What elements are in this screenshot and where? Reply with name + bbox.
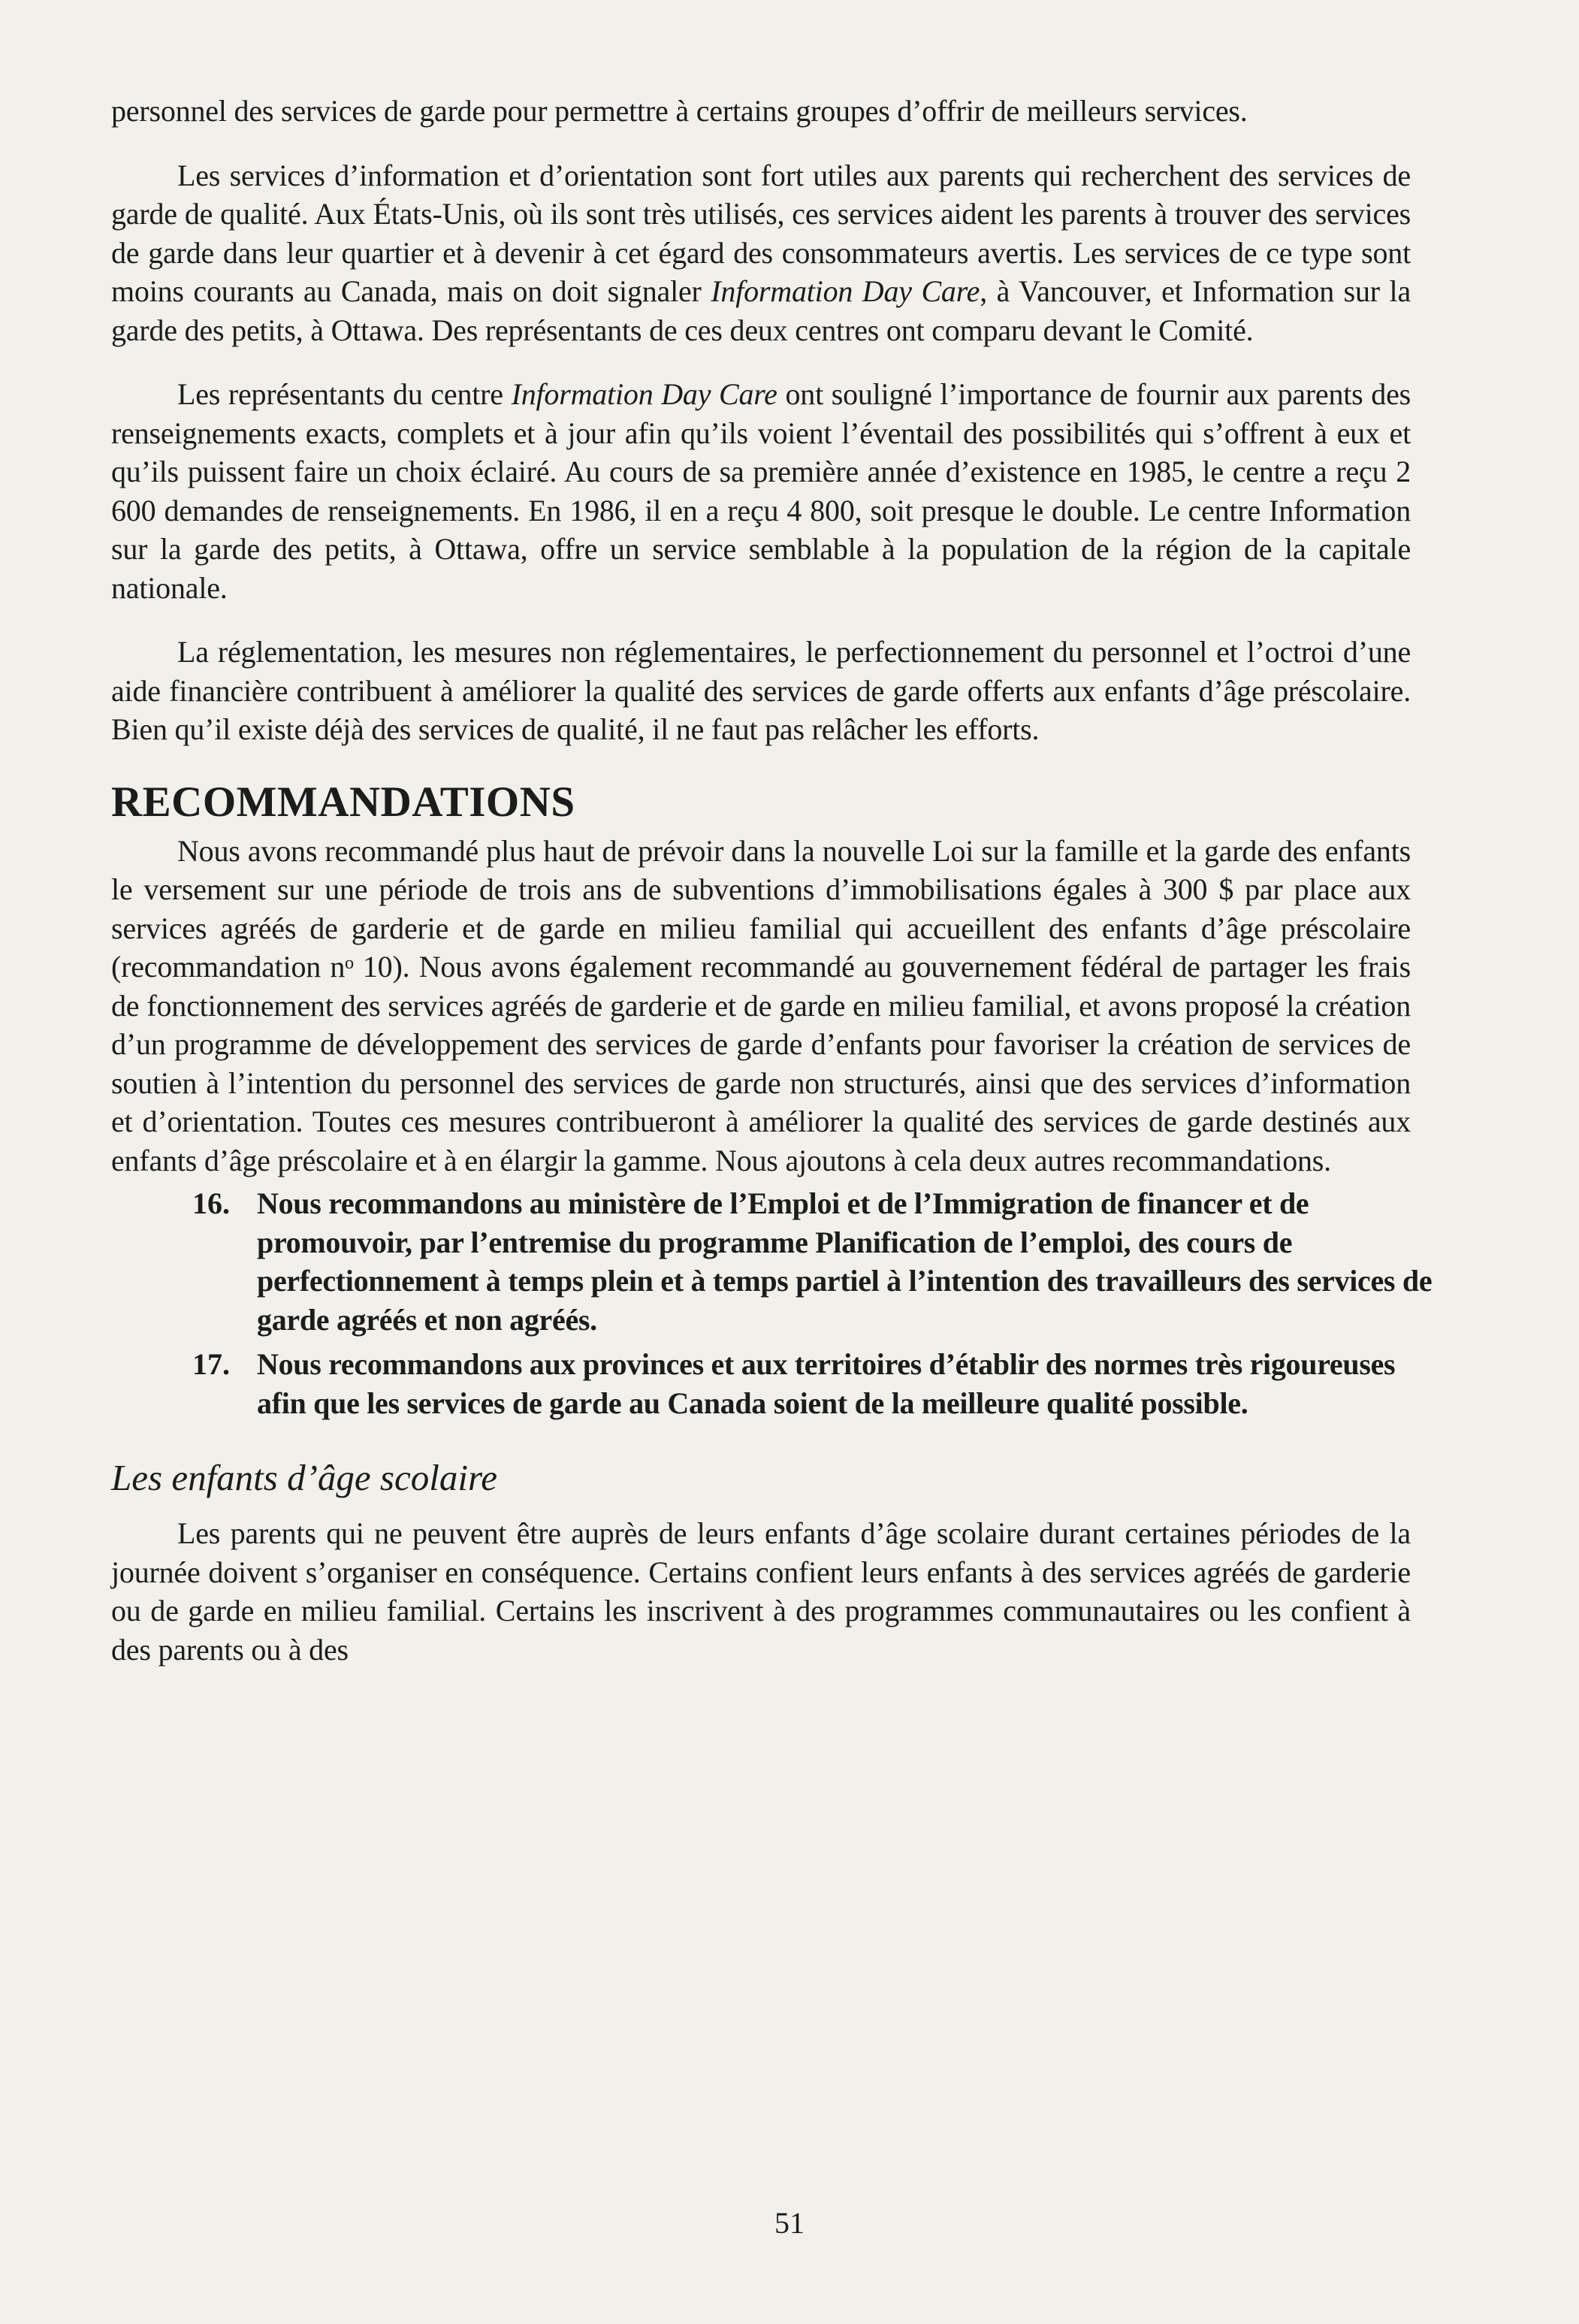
recommendation-number: 17.: [192, 1347, 230, 1381]
paragraph-text: Les services d’information et d’orientation sont fort utiles aux parents qui recherchent des services de garde de qualité. Aux États-Unis, où ils sont très utilisés, ces services aident les parents à trouver des services de garde dans leur quartier et à devenir à cet égard des consommateurs avertis. Les services de ce type sont moins courants au Canada, mais on doit signaler: [111, 158, 1411, 308]
page-number: 51: [774, 2206, 805, 2240]
paragraph-information-day-care: [111, 375, 1411, 607]
paragraph-text: , à Vancouver, et Information sur la garde des petits, à Ottawa. Des représentants de ces deux centres ont comparu devant le Comité.: [111, 274, 1411, 347]
paragraph-continuation: personnel des services de garde pour permettre à certains groupes d’offrir de meilleurs services.: [111, 94, 1248, 128]
section-heading-recommandations: RECOMMANDATIONS: [111, 778, 575, 826]
document-page: [111, 92, 1433, 1669]
recommendation-text: Nous recommandons au ministère de l’Emploi et de l’Immigration de financer et de promouvoir, par l’entremise du programme Planification de l’emploi, des cours de perfectionnement à temps plein et à temps partiel à l’intention des travailleurs des services de garde agréés et non agréés.: [257, 1186, 1433, 1337]
paragraph-recommandations-intro: Nous avons recommandé plus haut de prévoir dans la nouvelle Loi sur la famille et la garde des enfants le versement sur une période de trois ans de subventions d’immobilisations égales à 300 $ par place aux services agréés de garderie et de garde en milieu familial qui accueillent des enfants d’âge préscolaire (recommandation nᵒ 10). Nous avons également recommandé au gouvernement fédéral de partager les frais de fonctionnement des services agréés de garderie et de garde en milieu familial, et avons proposé la création d’un programme de développement des services de garde d’enfants pour favoriser la création de services de soutien à l’intention du personnel des services de garde non structurés, ainsi que des services d’information et d’orientation. Toutes ces mesures contribueront à améliorer la qualité des services de garde destinés aux enfants d’âge préscolaire et à en élargir la gamme. Nous ajoutons à cela deux autres recommandations.: [111, 833, 1411, 1177]
recommendation-number: 16.: [192, 1186, 230, 1220]
italic-title: Information Day Care: [511, 377, 777, 411]
recommendation-text: Nous recommandons aux provinces et aux territoires d’établir des normes très rigoureuses afin que les services de garde au Canada soient de la meilleure qualité possible.: [257, 1347, 1396, 1420]
recommendation-item: [111, 1345, 1411, 1422]
recommendation-item: [111, 1184, 1433, 1339]
recommendation-list: [111, 1184, 1433, 1422]
paragraph-text: ont souligné l’importance de fournir aux parents des renseignements exacts, complets et à jour afin qu’ils voient l’éventail des possibilités qui s’offrent à eux et qu’ils puissent faire un choix éclairé. Au cours de sa première année d’existence en 1985, le centre a reçu 2 600 demandes de renseignements. En 1986, il en a reçu 4 800, soit presque le double. Le centre Information sur la garde des petits, à Ottawa, offre un service semblable à la population de la région de la capitale nationale.: [111, 377, 1411, 605]
italic-title: Information Day Care: [711, 274, 980, 308]
paragraph-text: Les représentants du centre: [177, 377, 512, 411]
paragraph-information-services: [111, 156, 1411, 350]
subsection-heading-school-age: Les enfants d’âge scolaire: [111, 1457, 497, 1498]
paragraph-quality-summary: La réglementation, les mesures non réglementaires, le perfectionnement du personnel et l’octroi d’une aide financière contribuent à améliorer la qualité des services de garde offerts aux enfants d’âge préscolaire. Bien qu’il existe déjà des services de qualité, il ne faut pas relâcher les efforts.: [111, 635, 1411, 746]
paragraph-school-age: Les parents qui ne peuvent être auprès de leurs enfants d’âge scolaire durant certaines périodes de la journée doivent s’organiser en conséquence. Certains confient leurs enfants à des services agréés de garderie ou de garde en milieu familial. Certains les inscrivent à des programmes communautaires ou les confient à des parents ou à des: [111, 1516, 1411, 1667]
